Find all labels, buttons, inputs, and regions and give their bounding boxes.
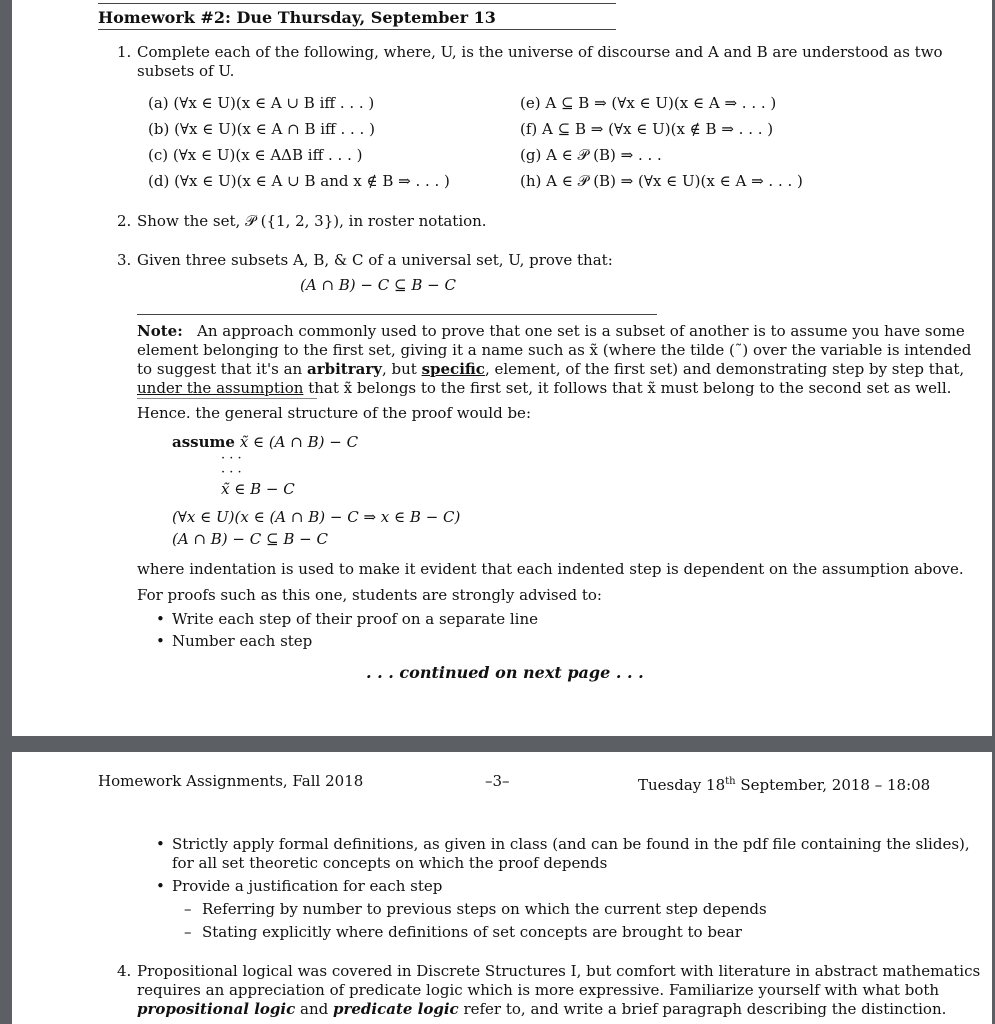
q3-formula: (A ∩ B) − C ⊆ B − C: [300, 276, 456, 294]
q1-number: 1.: [117, 43, 132, 61]
note-line1: An approach commonly used to prove that one set is a subset of another is to assume you have some: [197, 322, 965, 340]
page-number: –3–: [485, 772, 510, 790]
q1-part-f: (f) A ⊆ B ⇒ (∀x ∈ U)(x ∉ B ⇒ . . . ): [520, 120, 774, 138]
continued-note: . . . continued on next page . . .: [366, 663, 644, 682]
q2-number: 2.: [117, 212, 132, 230]
note-line4: under the assumption that x̃ belongs to the first set, it follows that x̃ must belong to the second set as well.: [137, 379, 952, 397]
bullet-3-cont: for all set theoretic concepts on which the proof depends: [172, 854, 608, 872]
q4-line2: requires an appreciation of predicate logic which is more expressive. Familiarize yourself with what both: [137, 981, 940, 999]
header-rule-top: [98, 3, 616, 4]
q1-part-g: (g) A ∈ 𝒫 (B) ⇒ . . .: [520, 146, 662, 164]
q3-text: Given three subsets A, B, & C of a universal set, U, prove that:: [137, 251, 613, 269]
proof-forall: (∀x ∈ U)(x ∈ (A ∩ B) − C ⇒ x ∈ B − C): [172, 508, 461, 526]
page-1: [12, 0, 992, 736]
note-divider: [137, 398, 317, 399]
q4-line1: Propositional logical was covered in Discrete Structures I, but comfort with literature in abstract mathematics: [137, 962, 981, 980]
note-label: Note:: [137, 322, 183, 340]
sub-bullet-1: Referring by number to previous steps on which the current step depends: [202, 900, 767, 918]
sub-bullet-marker: –: [184, 900, 192, 918]
bullet-marker: •: [156, 632, 165, 650]
q2-text: Show the set, 𝒫 ({1, 2, 3}), in roster notation.: [137, 212, 487, 230]
homework-header: Homework #2: Due Thursday, September 13: [98, 8, 496, 27]
q1-part-h: (h) A ∈ 𝒫 (B) ⇒ (∀x ∈ U)(x ∈ A ⇒ . . . ): [520, 172, 803, 190]
page-2: [12, 752, 992, 1024]
header-rule-bottom: [98, 29, 616, 30]
q1-part-c: (c) (∀x ∈ U)(x ∈ AΔB iff . . . ): [148, 146, 363, 164]
note-after2: For proofs such as this one, students are strongly advised to:: [137, 586, 602, 604]
page2-header-left: Homework Assignments, Fall 2018: [98, 772, 364, 790]
q1-line2: subsets of U.: [137, 62, 235, 80]
bullet-marker: •: [156, 610, 165, 628]
proof-dots-2: · · ·: [221, 465, 242, 480]
bullet-marker: •: [156, 877, 165, 895]
bullet-3: Strictly apply formal definitions, as given in class (and can be found in the pdf file containing the slides),: [172, 835, 970, 853]
note-line2: element belonging to the first set, giving it a name such as x̃ (where the tilde (˜) over the variable is intended: [137, 341, 972, 359]
page2-header-right: Tuesday 18th September, 2018 – 18:08: [638, 776, 931, 794]
q3-number: 3.: [117, 251, 132, 269]
q1-part-d: (d) (∀x ∈ U)(x ∈ A ∪ B and x ∉ B ⇒ . . . ): [148, 172, 450, 190]
sub-bullet-2: Stating explicitly where definitions of set concepts are brought to bear: [202, 923, 742, 941]
bullet-2: Number each step: [172, 632, 313, 650]
q1-part-a: (a) (∀x ∈ U)(x ∈ A ∪ B iff . . . ): [148, 94, 375, 112]
note-line5: Hence. the general structure of the proof would be:: [137, 404, 531, 422]
proof-dots-1: · · ·: [221, 451, 242, 466]
q4-number: 4.: [117, 962, 132, 980]
bullet-4: Provide a justification for each step: [172, 877, 443, 895]
q4-line3: propositional logic and predicate logic refer to, and write a brief paragraph describing the distinction.: [137, 1000, 947, 1018]
q1-part-e: (e) A ⊆ B ⇒ (∀x ∈ U)(x ∈ A ⇒ . . . ): [520, 94, 777, 112]
q1-line1: Complete each of the following, where, U, is the universe of discourse and A and B are understood as two: [137, 43, 943, 61]
note-after1: where indentation is used to make it evident that each indented step is dependent on the assumption above.: [137, 560, 964, 578]
bullet-marker: •: [156, 835, 165, 853]
proof-step: x̃ ∈ B − C: [221, 480, 295, 498]
q1-part-b: (b) (∀x ∈ U)(x ∈ A ∩ B iff . . . ): [148, 120, 375, 138]
bullet-1: Write each step of their proof on a separate line: [172, 610, 539, 628]
note-line3: to suggest that it's an arbitrary, but specific, element, of the first set) and demonstrating step by step that,: [137, 360, 965, 378]
sub-bullet-marker: –: [184, 923, 192, 941]
note-rule: [137, 314, 657, 315]
proof-conclusion: (A ∩ B) − C ⊆ B − C: [172, 530, 328, 548]
proof-assume-line: assume x̃ ∈ (A ∩ B) − C: [172, 433, 359, 451]
